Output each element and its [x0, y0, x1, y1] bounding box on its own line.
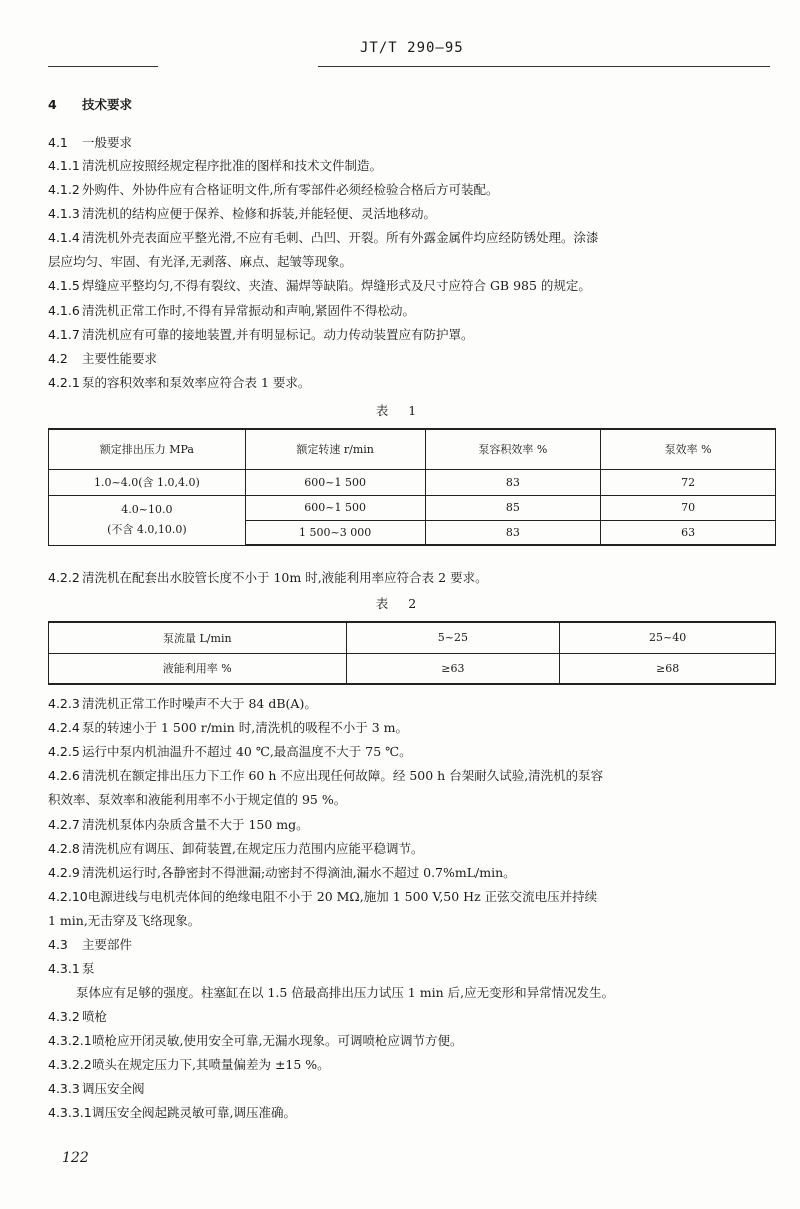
table-row [49, 622, 776, 653]
table-row [49, 653, 776, 684]
table-2-cell: ≥68 [560, 653, 776, 684]
clause-4-3-3-heading: 4.3.3 调压安全阀 [48, 1081, 145, 1096]
table-1-header-pressure: 额定排出压力 MPa [49, 429, 246, 469]
table-1-cell: 83 [425, 469, 601, 495]
table-row [49, 495, 776, 520]
clause-4-3-2-2: 4.3.2.2喷头在规定压力下,其喷量偏差为 ±15 %。 [48, 1057, 330, 1072]
table-1-caption: 表 1 [375, 403, 425, 418]
clause-4-3-2-1: 4.3.2.1喷枪应开闭灵敏,使用安全可靠,无漏水现象。可调喷枪应调节方便。 [48, 1033, 463, 1048]
header-rule-left [48, 66, 158, 67]
table-1-cell-merged: 4.0~10.0 (不含 4.0,10.0) [49, 495, 246, 545]
document-code: JT/T 290—95 [360, 40, 464, 56]
table-2-cell: 25~40 [560, 622, 776, 653]
table-row [49, 469, 776, 495]
clause-4-2-6-line2: 积效率、泵效率和液能利用率不小于规定值的 95 %。 [48, 792, 347, 807]
clause-4-2-10-line1: 4.2.10电源进线与电机壳体间的绝缘电阻不小于 20 MΩ,施加 1 500 V,50 Hz 正弦交流电压并持续 [48, 889, 598, 904]
table-2-cell: 5~25 [346, 622, 560, 653]
clause-4-1-1: 4.1.1 清洗机应按照经规定程序批准的图样和技术文件制造。 [48, 158, 383, 173]
clause-4-1-5: 4.1.5 焊缝应平整均匀,不得有裂纹、夹渣、漏焊等缺陷。焊缝形式及尺寸应符合 GB 985 的规定。 [48, 278, 591, 293]
table-1-header-speed: 额定转速 r/min [245, 429, 425, 469]
table-2-cell: 泵流量 L/min [49, 622, 347, 653]
table-2-cell: 液能利用率 % [49, 653, 347, 684]
clause-4-2-7: 4.2.7 清洗机泵体内杂质含量不大于 150 mg。 [48, 817, 309, 832]
table-1-cell: 600~1 500 [245, 469, 425, 495]
clause-4-3-1-text: 泵体应有足够的强度。柱塞缸在以 1.5 倍最高排出压力试压 1 min 后,应无变形和异常情况发生。 [76, 985, 615, 1000]
header-rule-right [318, 66, 770, 67]
clause-4-2-10-line2: 1 min,无击穿及飞络现象。 [48, 913, 201, 928]
table-1-cell: 70 [601, 495, 776, 520]
clause-4-1-4-line1: 4.1.4 清洗机外壳表面应平整光滑,不应有毛刺、凸凹、开裂。所有外露金属件均应经防锈处理。涂漆 [48, 230, 599, 245]
table-1-cell: 63 [601, 520, 776, 545]
clause-4-2-2: 4.2.2 清洗机在配套出水胶管长度不小于 10m 时,液能利用率应符合表 2 要求。 [48, 570, 488, 585]
table-2 [48, 621, 776, 685]
section-4-heading: 4 技术要求 [48, 97, 133, 112]
clause-4-1-7: 4.1.7 清洗机应有可靠的接地装置,并有明显标记。动力传动装置应有防护罩。 [48, 327, 474, 342]
table-1-cell: 72 [601, 469, 776, 495]
clause-4-1-3: 4.1.3 清洗机的结构应便于保养、检修和拆装,并能轻便、灵活地移动。 [48, 206, 436, 221]
table-1-cell: 83 [425, 520, 601, 545]
clause-4-1-4-line2: 层应均匀、牢固、有光泽,无剥落、麻点、起皱等现象。 [48, 254, 352, 269]
page-number: 122 [62, 1150, 89, 1166]
table-1-cell: 600~1 500 [245, 495, 425, 520]
clause-4-2-3: 4.2.3 清洗机正常工作时噪声不大于 84 dB(A)。 [48, 696, 317, 711]
table-2-cell: ≥63 [346, 653, 560, 684]
section-4-2-heading: 4.2 主要性能要求 [48, 351, 158, 366]
table-1-cell: 85 [425, 495, 601, 520]
clause-4-2-4: 4.2.4 泵的转速小于 1 500 r/min 时,清洗机的吸程不小于 3 m。 [48, 720, 409, 735]
table-2-caption: 表 2 [375, 596, 425, 611]
table-1 [48, 428, 776, 546]
clause-4-2-9: 4.2.9 清洗机运行时,各静密封不得泄漏;动密封不得滴油,漏水不超过 0.7%mL/min。 [48, 865, 516, 880]
clause-4-1-2: 4.1.2 外购件、外协件应有合格证明文件,所有零部件必须经检验合格后方可装配。 [48, 182, 499, 197]
section-4-3-heading: 4.3 主要部件 [48, 937, 133, 952]
clause-4-3-3-1: 4.3.3.1调压安全阀起跳灵敏可靠,调压准确。 [48, 1105, 296, 1120]
section-4-1-heading: 4.1 一般要求 [48, 135, 133, 150]
clause-4-3-1-heading: 4.3.1 泵 [48, 961, 95, 976]
table-1-cell: 1.0~4.0(含 1.0,4.0) [49, 469, 246, 495]
clause-4-1-6: 4.1.6 清洗机正常工作时,不得有异常振动和声响,紧固件不得松动。 [48, 303, 415, 318]
table-1-cell: 1 500~3 000 [245, 520, 425, 545]
table-1-header-pump-eff: 泵效率 % [601, 429, 776, 469]
clause-4-2-6-line1: 4.2.6 清洗机在额定排出压力下工作 60 h 不应出现任何故障。经 500 h 台架耐久试验,清洗机的泵容 [48, 768, 604, 783]
clause-4-2-8: 4.2.8 清洗机应有调压、卸荷装置,在规定压力范围内应能平稳调节。 [48, 841, 424, 856]
clause-4-3-2-heading: 4.3.2 喷枪 [48, 1009, 108, 1024]
clause-4-2-1: 4.2.1 泵的容积效率和泵效率应符合表 1 要求。 [48, 375, 311, 390]
clause-4-2-5: 4.2.5 运行中泵内机油温升不超过 40 ℃,最高温度不大于 75 ℃。 [48, 744, 412, 759]
table-1-header-vol-eff: 泵容积效率 % [425, 429, 601, 469]
